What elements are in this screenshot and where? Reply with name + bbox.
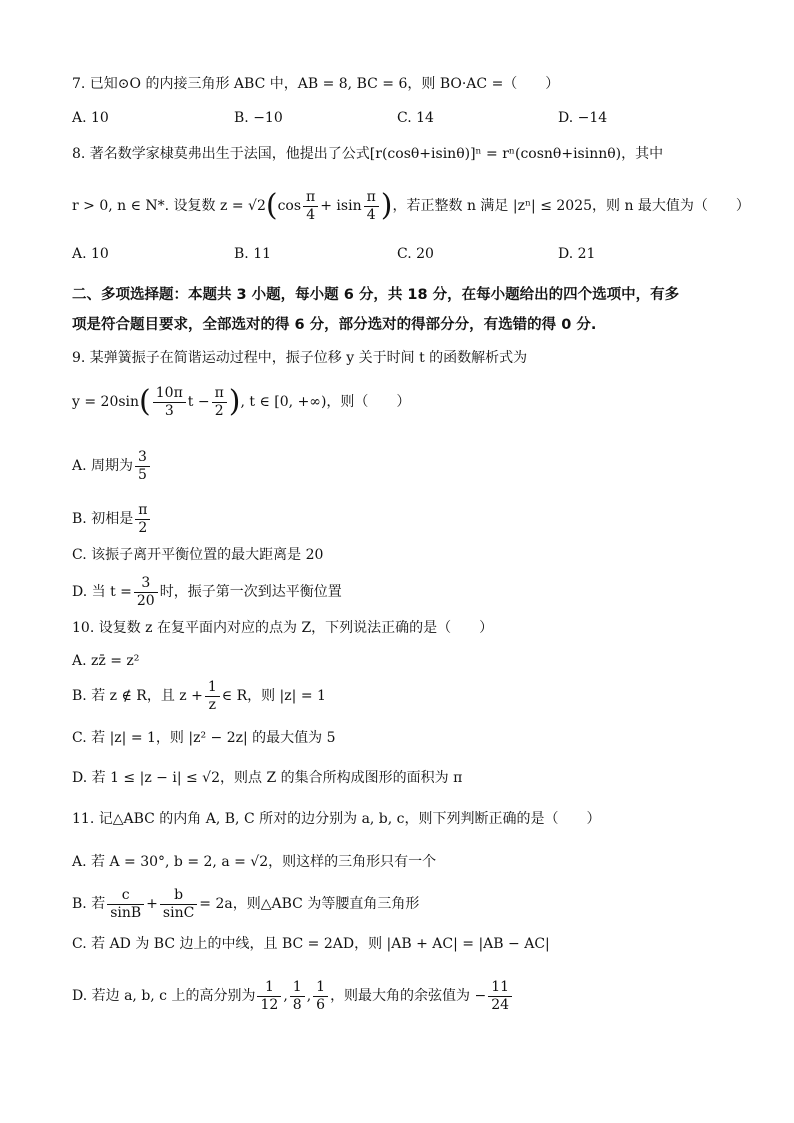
q8-frac1	[303, 189, 318, 224]
q10-stem: 10. 设复数 z 在复平面内对应的点为 Z，下列说法正确的是（ ）	[72, 620, 494, 636]
q9-option-a	[72, 446, 152, 486]
plus-sign: +	[146, 896, 158, 912]
q9-option-b-label: B. 初相是	[72, 511, 134, 527]
q11-stem: 11. 记△ABC 的内角 A, B, C 所对的边分别为 a, b, c，则下列判断正确的是（ ）	[72, 811, 601, 827]
q11-option-d-frac1	[257, 979, 281, 1014]
q8-frac1-den: 4	[306, 206, 316, 223]
q11-option-d-frac3	[313, 979, 328, 1014]
q7-stem: 7. 已知⊙O 的内接三角形 ABC 中，AB = 8, BC = 6，则 BO·AC =（ ）	[72, 76, 560, 92]
frac-den: z	[208, 696, 216, 713]
frac-num: c	[107, 887, 144, 905]
q9-option-b	[72, 499, 152, 539]
q7-option-a: A. 10	[72, 110, 109, 126]
frac-num: 11	[488, 979, 512, 997]
frac-den: 20	[136, 592, 155, 609]
q11-option-d-prefix: D. 若边 a, b, c 上的高分别为	[72, 988, 256, 1004]
q8-frac2-num: π	[364, 189, 379, 207]
q9-option-b-frac	[135, 502, 150, 537]
q9-option-c: C. 该振子离开平衡位置的最大距离是 20	[72, 547, 324, 563]
q9-option-d-suffix: 时，振子第一次到达平衡位置	[159, 584, 342, 600]
frac-num: 1	[290, 979, 305, 997]
q9-formula-suffix: , t ∈ [0, +∞)，则（ ）	[240, 394, 411, 410]
q10-option-c: C. 若 |z| = 1，则 |z² − 2z| 的最大值为 5	[72, 730, 336, 746]
q11-option-b-frac1	[107, 887, 144, 922]
q9-frac2-den: 2	[214, 402, 224, 419]
left-paren: (	[265, 188, 278, 223]
q7-option-b: B. −10	[234, 110, 283, 126]
frac-num: b	[160, 887, 197, 905]
q11-option-c: C. 若 AD 为 BC 边上的中线，且 BC = 2AD，则 |AB + AC| = |AB − AC|	[72, 936, 550, 952]
right-paren: )	[380, 188, 393, 223]
frac-den: 5	[138, 466, 147, 483]
right-paren: )	[228, 384, 241, 419]
frac-den: 2	[138, 519, 148, 536]
frac-num: 1	[313, 979, 328, 997]
frac-num: 1	[257, 979, 281, 997]
q9-formula	[72, 382, 410, 422]
q9-option-d	[72, 572, 342, 612]
q9-option-d-label: D. 当 t =	[72, 584, 132, 600]
q8-line2-prefix: r > 0, n ∈ N*. 设复数 z = √2	[72, 198, 266, 214]
q11-option-d: D. 若边 a, b, c 上的高分别为 $\frac{1}{12}$ , $\frac{1}{8}$ , $\frac{1}{6}$ ，则最大角的余弦值为 − $\frac{11}{24}$	[72, 976, 514, 1016]
q11-option-d-frac2	[290, 979, 305, 1014]
q8-cos: cos	[277, 198, 302, 214]
section2-line2: 项是符合题目要求，全部选对的得 6 分，部分选对的得部分分，有选错的得 0 分.	[72, 317, 597, 333]
q8-frac2-den: 4	[366, 206, 376, 223]
q8-option-c: C. 20	[397, 246, 434, 262]
q9-frac2	[212, 385, 227, 420]
frac-den: sinB	[110, 904, 142, 921]
left-paren: (	[139, 384, 151, 419]
frac-den: 6	[316, 996, 326, 1013]
q7-option-c: C. 14	[397, 110, 434, 126]
section2-line1: 二、多项选择题：本题共 3 小题，每小题 6 分，共 18 分，在每小题给出的四个选项中，有多	[72, 287, 680, 303]
q8-frac1-num: π	[303, 189, 318, 207]
frac-num: 3	[135, 449, 150, 467]
q7-option-d: D. −14	[558, 110, 608, 126]
frac-den: sinC	[162, 904, 195, 921]
q8-isin: + isin	[320, 198, 362, 214]
q11-option-d-frac4	[488, 979, 512, 1014]
q11-option-b-suffix: = 2a，则△ABC 为等腰直角三角形	[199, 896, 420, 912]
q11-option-b-prefix: B. 若	[72, 896, 106, 912]
q10-option-d: D. 若 1 ≤ |z − i| ≤ √2，则点 Z 的集合所构成图形的面积为 π	[72, 770, 463, 786]
q9-stem: 9. 某弹簧振子在简谐运动过程中，振子位移 y 关于时间 t 的函数解析式为	[72, 350, 528, 366]
q8-option-a: A. 10	[72, 246, 109, 262]
q9-option-d-frac	[134, 575, 158, 610]
q8-line1: 8. 著名数学家棣莫弗出生于法国，他提出了公式[r(cosθ+isinθ)]ⁿ = rⁿ(cosnθ+isinnθ)，其中	[72, 146, 664, 162]
q9-option-a-label: A. 周期为	[72, 458, 134, 474]
q11-option-b	[72, 884, 419, 924]
q9-formula-mid: t −	[187, 394, 210, 410]
q9-frac1-den: 3	[164, 402, 174, 419]
q11-option-d-mid: ，则最大角的余弦值为 −	[330, 988, 487, 1004]
q9-option-a-frac	[135, 449, 150, 484]
frac-den: 12	[260, 996, 279, 1013]
q10-option-b-frac	[205, 679, 220, 714]
q8-line2-suffix: ，若正整数 n 满足 |zⁿ| ≤ 2025，则 n 最大值为（ ）	[392, 198, 750, 214]
q10-option-b-suffix: ∈ R，则 |z| = 1	[221, 688, 326, 704]
frac-num: π	[135, 502, 150, 520]
q10-option-b	[72, 676, 326, 716]
q11-option-a: A. 若 A = 30°, b = 2, a = √2，则这样的三角形只有一个	[72, 854, 437, 870]
q8-option-b: B. 11	[234, 246, 272, 262]
q9-frac2-num: π	[212, 385, 227, 403]
frac-den: 8	[292, 996, 302, 1013]
frac-num: 1	[205, 679, 220, 697]
q11-option-b-frac2	[160, 887, 197, 922]
frac-den: 24	[491, 996, 510, 1013]
q9-formula-prefix: y = 20sin	[72, 394, 140, 410]
q8-option-d: D. 21	[558, 246, 596, 262]
q8-line2	[72, 188, 750, 224]
frac-num: 3	[134, 575, 158, 593]
q9-frac1-num: 10π	[153, 385, 186, 403]
q8-frac2	[364, 189, 379, 224]
q10-option-b-prefix: B. 若 z ∉ R，且 z +	[72, 688, 203, 704]
q10-option-a: A. zz̄ = z²	[72, 653, 140, 669]
q9-frac1	[153, 385, 186, 420]
